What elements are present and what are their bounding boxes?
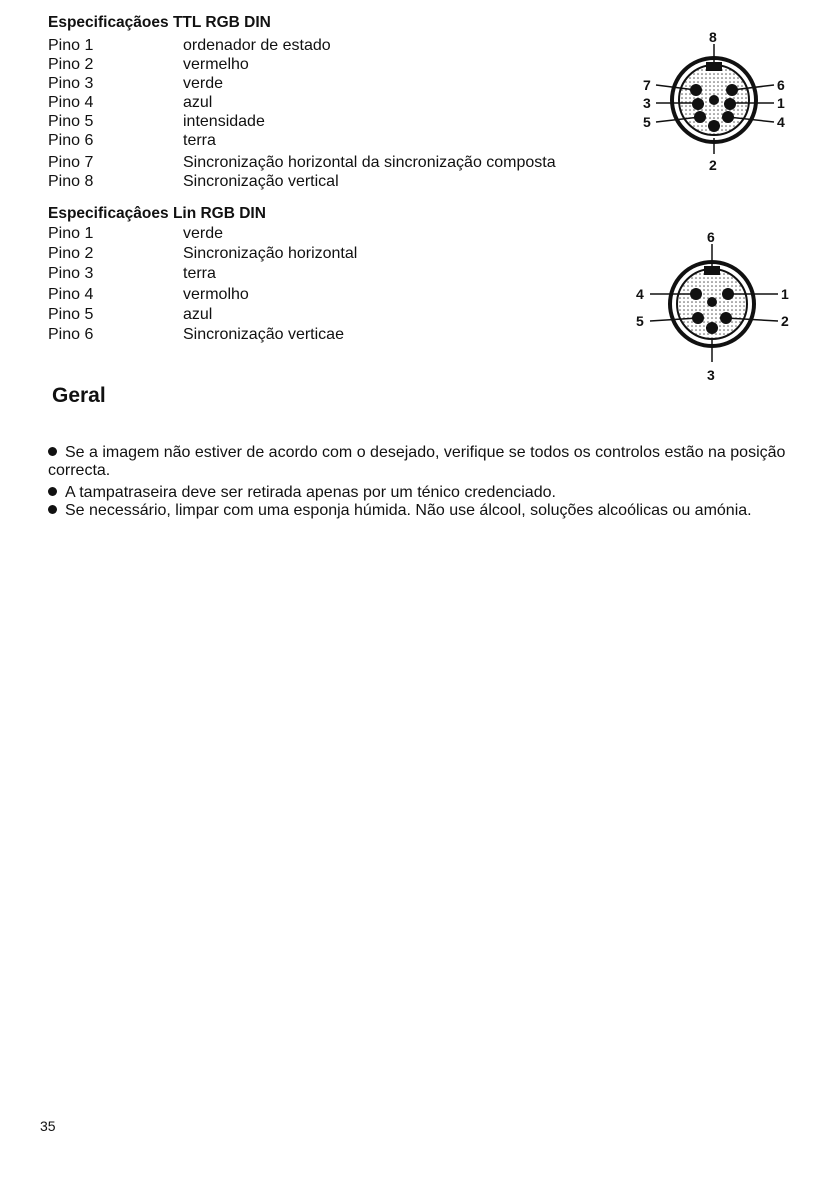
- pin-description: vermelho: [183, 56, 249, 73]
- ttl-pin-row: [48, 93, 212, 112]
- pin-number-label: 1: [777, 95, 785, 111]
- pin-number-label: 2: [781, 313, 789, 329]
- lin-section-title: Especificaçâoes Lin RGB DIN: [48, 205, 266, 222]
- pin-number-label: 4: [636, 286, 644, 302]
- lin-pin-row: [48, 285, 249, 304]
- connector-pin: [692, 312, 704, 324]
- pin-label: Pino 1: [48, 37, 94, 54]
- pin-description: terra: [183, 132, 216, 149]
- connector-pin: [724, 98, 736, 110]
- pin-number-label: 8: [709, 29, 717, 45]
- pin-description: Sincronização horizontal: [183, 245, 358, 262]
- page-number: 35: [40, 1118, 56, 1134]
- pin-number-label: 5: [636, 313, 644, 329]
- general-heading: Geral: [52, 384, 106, 407]
- ttl-pin-row: [48, 55, 249, 74]
- lin-din-connector-diagram: [626, 228, 800, 388]
- pin-description: Sincronização verticae: [183, 326, 344, 343]
- bullet-dot-icon: [48, 447, 57, 456]
- pin-description: vermolho: [183, 286, 249, 303]
- connector-key: [704, 266, 720, 275]
- lin-pin-row: [48, 264, 216, 283]
- pin-number-label: 6: [777, 77, 785, 93]
- pin-label: Pino 5: [48, 306, 94, 323]
- pin-label: Pino 7: [48, 154, 94, 171]
- ttl-pin-row: [48, 172, 339, 191]
- connector-pin: [706, 322, 718, 334]
- bullet-text: Se a imagem não estiver de acordo com o desejado, verifique se todos os controlos estão na posição correcta.: [48, 444, 786, 479]
- pin-label: Pino 2: [48, 245, 94, 262]
- pin-description: intensidade: [183, 113, 265, 130]
- connector-pin: [694, 111, 706, 123]
- connector-pin: [720, 312, 732, 324]
- connector-pin: [722, 111, 734, 123]
- bullet-text: A tampatraseira deve ser retirada apenas por um ténico credenciado.: [65, 484, 556, 501]
- ttl-pin-row: [48, 131, 216, 150]
- pin-description: azul: [183, 306, 213, 323]
- lin-pin-row: [48, 224, 223, 243]
- pin-number-label: 2: [709, 157, 717, 173]
- pin-label: Pino 4: [48, 94, 94, 111]
- bullet-dot-icon: [48, 505, 57, 514]
- pin-label: Pino 8: [48, 173, 94, 190]
- lin-pin-row: [48, 325, 344, 344]
- pin-number-label: 5: [643, 114, 651, 130]
- pin-number-label: 4: [777, 114, 785, 130]
- pin-number-label: 7: [643, 77, 651, 93]
- bullet-dot-icon: [48, 487, 57, 496]
- connector-pin: [722, 288, 734, 300]
- pin-label: Pino 5: [48, 113, 94, 130]
- pin-number-label: 3: [643, 95, 651, 111]
- connector-pin: [726, 84, 738, 96]
- pin-label: Pino 6: [48, 132, 94, 149]
- pin-label: Pino 4: [48, 286, 94, 303]
- pin-description: Sincronização horizontal da sincronização composta: [183, 154, 556, 171]
- lin-pin-row: [48, 244, 357, 263]
- connector-pin: [708, 120, 720, 132]
- ttl-section-title: Especificaçãoes TTL RGB DIN: [48, 14, 271, 31]
- ttl-pin-row: [48, 74, 223, 93]
- pin-description: verde: [183, 75, 224, 92]
- pin-number-label: 3: [707, 367, 715, 383]
- connector-pin: [692, 98, 704, 110]
- bullet-item: [48, 484, 788, 502]
- ttl-pin-row: [48, 153, 556, 172]
- pin-description: verde: [183, 225, 224, 242]
- bullet-item: [48, 444, 788, 480]
- connector-pin: [707, 297, 717, 307]
- bullet-item: [48, 502, 788, 520]
- pin-label: Pino 3: [48, 75, 94, 92]
- pin-description: azul: [183, 94, 213, 111]
- bullet-text: Se necessário, limpar com uma esponja húmida. Não use álcool, soluções alcoólicas ou amónia.: [65, 502, 752, 519]
- pin-number-label: 1: [781, 286, 789, 302]
- pin-label: Pino 6: [48, 326, 94, 343]
- pin-description: Sincronização vertical: [183, 173, 339, 190]
- connector-pin: [709, 95, 719, 105]
- pin-description: terra: [183, 265, 216, 282]
- pin-description: ordenador de estado: [183, 37, 331, 54]
- ttl-pin-row: [48, 112, 265, 131]
- connector-key: [706, 62, 722, 71]
- pin-label: Pino 2: [48, 56, 94, 73]
- connector-pin: [690, 84, 702, 96]
- pin-label: Pino 1: [48, 225, 94, 242]
- ttl-pin-row: [48, 36, 331, 55]
- connector-pin: [690, 288, 702, 300]
- pin-label: Pino 3: [48, 265, 94, 282]
- ttl-din-connector-diagram: [636, 28, 796, 178]
- lin-pin-row: [48, 305, 212, 324]
- pin-number-label: 6: [707, 229, 715, 245]
